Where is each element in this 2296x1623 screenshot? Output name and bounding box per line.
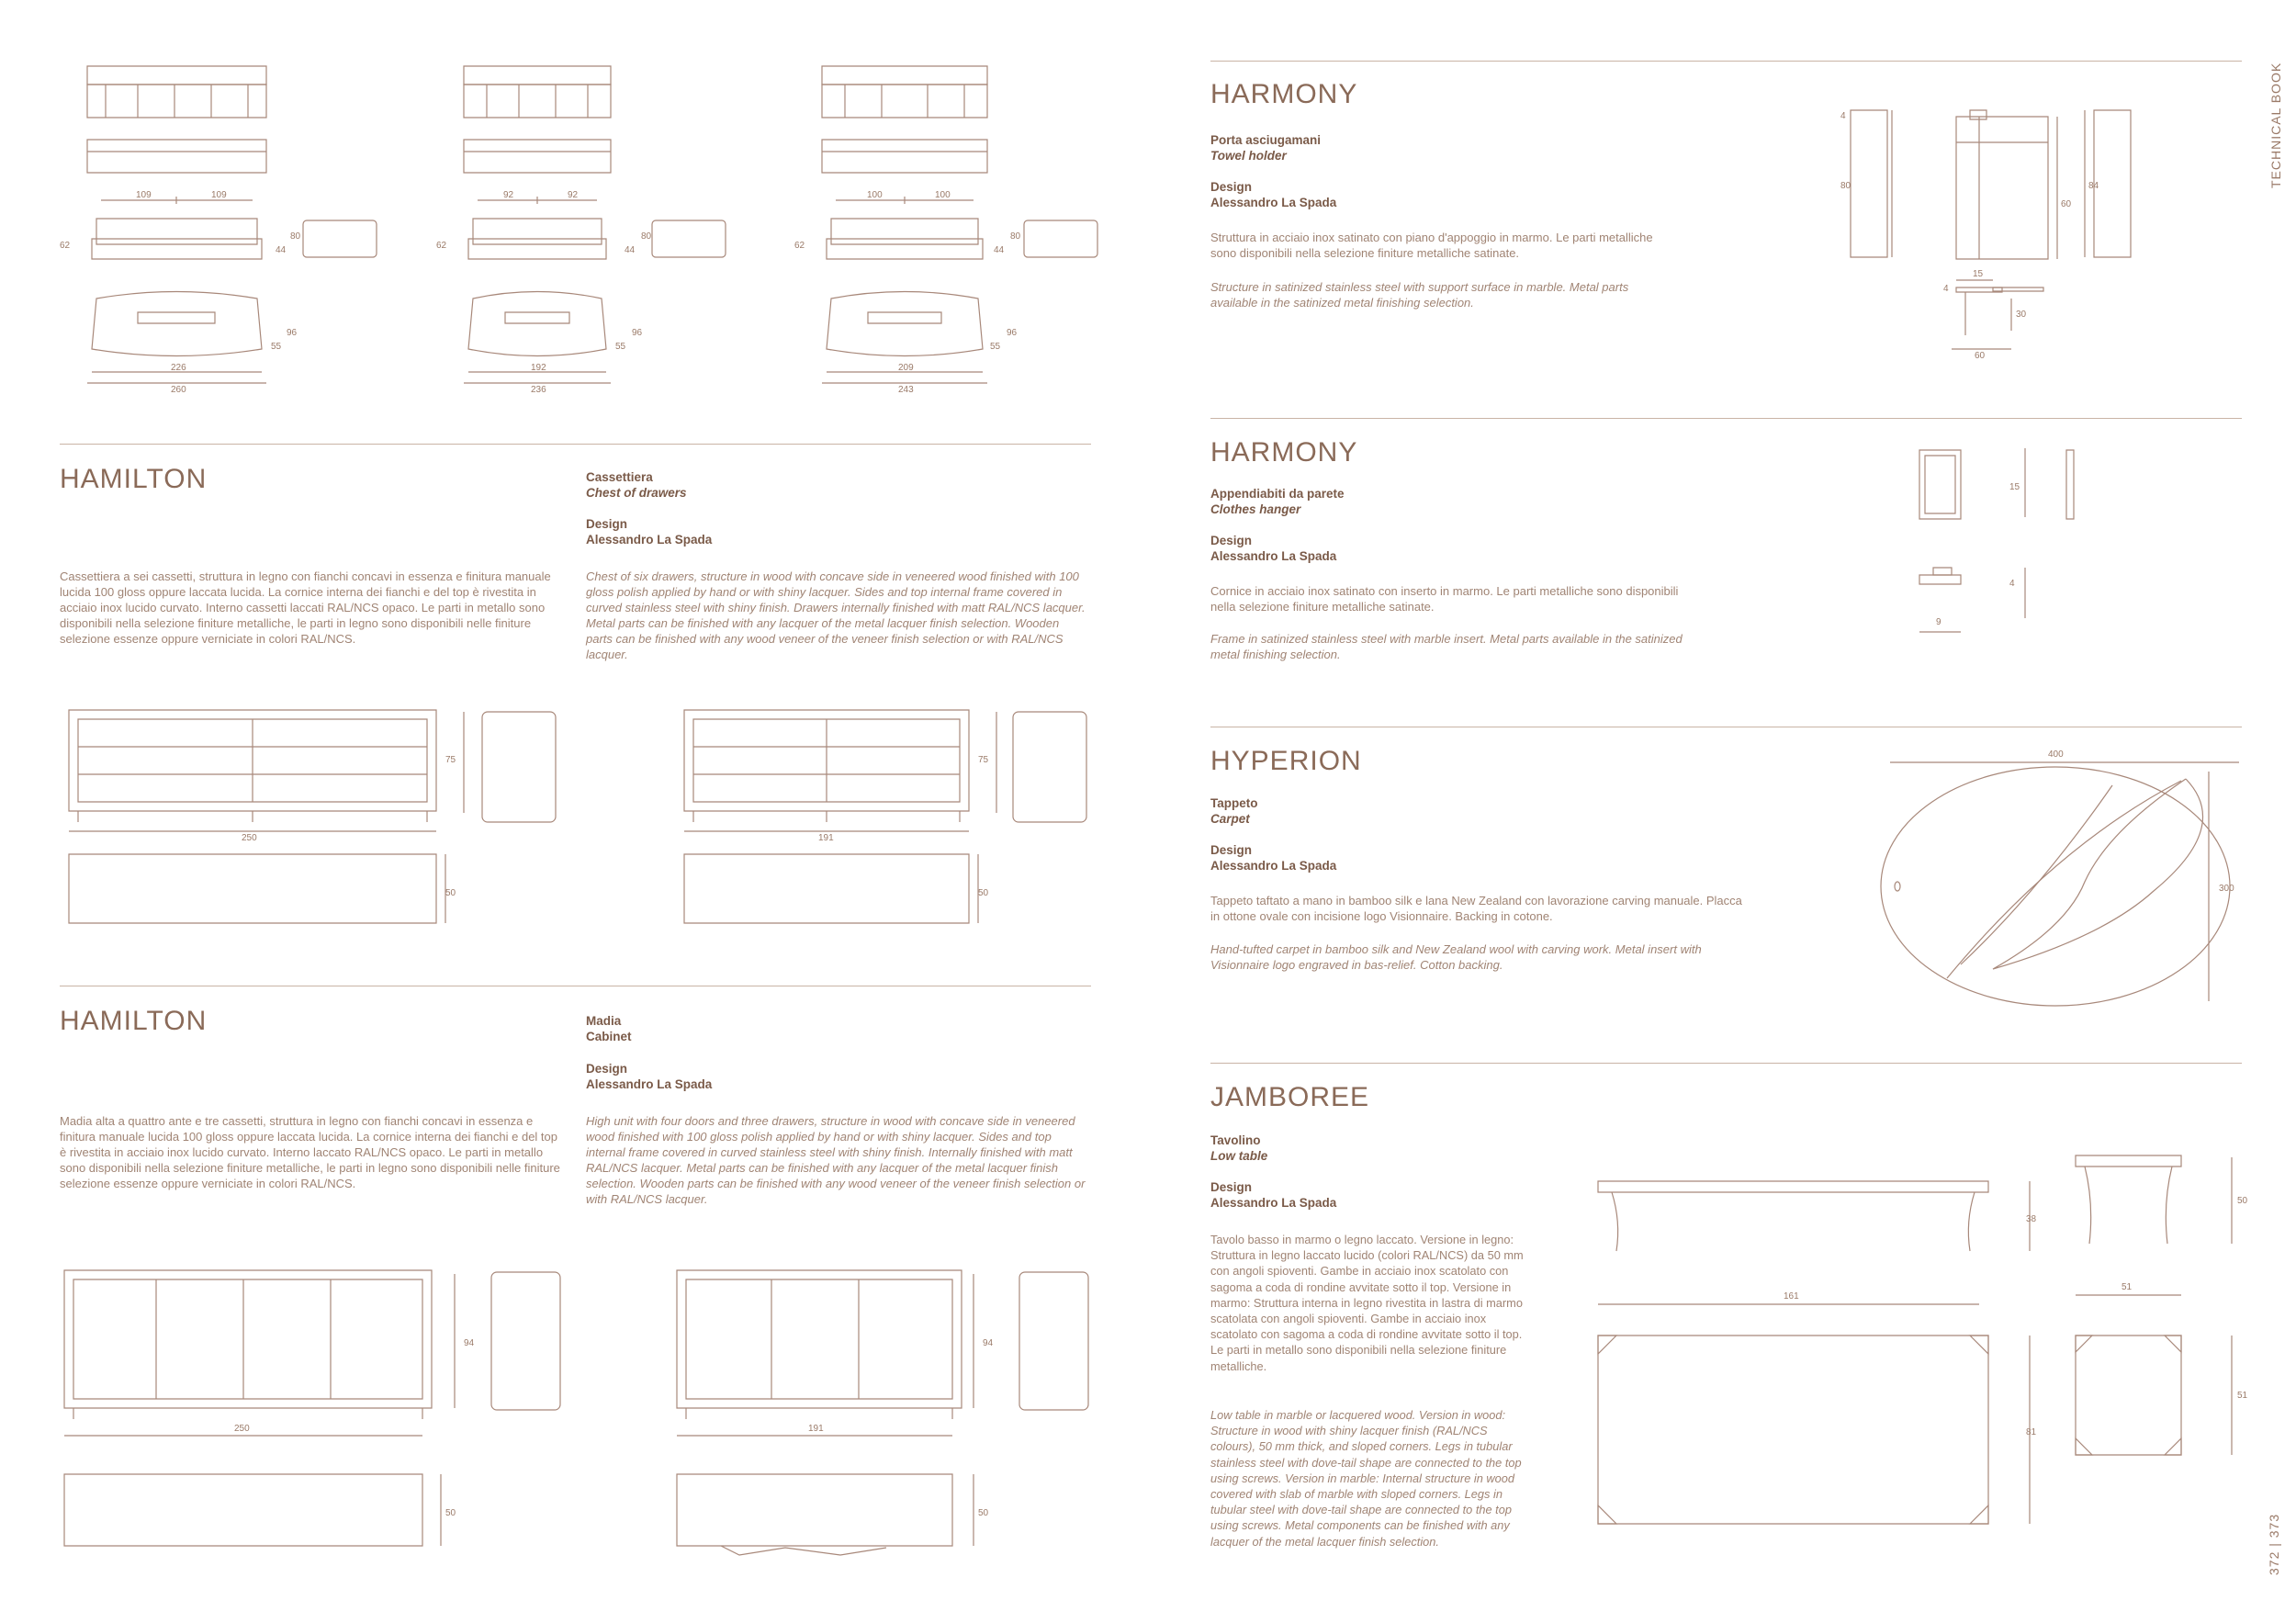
sofa3-total-a: 209 xyxy=(898,363,914,373)
harmony-towel-designer: Alessandro La Spada xyxy=(1210,196,1337,209)
hamilton-cabinet-desc-en: High unit with four doors and three drawers, structure in wood with concave side in veneered wood finished with 100 gloss polish applied by hand or with shiny lacquer. Sides and top internal frame covered in curved stainless steel with shiny finish. Internally finished with matt RAL/NCS lacquer. Metal parts can be finished with any lacquer of the metal lacquer finish selection. Wooden parts can be finished with any wood veneer of the veneer finish selection or with RAL/NCS lacquer. xyxy=(586,1114,1086,1206)
harmony-towel-design xyxy=(1210,179,1336,210)
cabinet-dim-depth-a: 50 xyxy=(445,1508,456,1518)
sofa1-total-a: 226 xyxy=(171,363,186,373)
towel-dim-g: 30 xyxy=(2016,310,2027,320)
towel-dim-f: 4 xyxy=(1943,284,1949,294)
hamilton-cabinet-title: HAMILTON xyxy=(60,1006,208,1036)
harmony-towel-type xyxy=(1210,132,1321,163)
towel-dim-a: 4 xyxy=(1840,111,1846,121)
hyperion-type-it: Tappeto xyxy=(1210,796,1258,810)
jamboree-dim-depth: 81 xyxy=(2026,1427,2037,1437)
harmony-hanger-design-label: Design xyxy=(1210,534,1253,547)
hamilton-drawers-type xyxy=(586,469,687,501)
jamboree-desc-en: Low table in marble or lacquered wood. Version in wood: Structure in wood with shiny lacquer finish (RAL/NCS colours), 50 mm thick, and sloped corners. Legs in tubular stainless steel with dove-tail shape are connected to the top using screws. Version in marble: Internal structure in wood covered with slab of marble with sloped corners. Legs in tubular steel with dove-tail shape are connected to the top using screws. Metal components can be finished with any lacquer of the metal lacquer finish selection. xyxy=(1210,1408,1522,1549)
sofa3-depth-a: 55 xyxy=(990,342,1001,352)
jamboree-type xyxy=(1210,1133,1267,1164)
hamilton-cabinet-type xyxy=(586,1013,632,1044)
sofa2-width-b: 92 xyxy=(568,190,579,200)
sofa1-depth-a: 55 xyxy=(271,342,282,352)
harmony-towel-drawing xyxy=(1837,96,2140,363)
cabinet-dim-depth-b: 50 xyxy=(978,1508,989,1518)
harmony-towel-design-label: Design xyxy=(1210,180,1253,194)
sofa1-total-b: 260 xyxy=(171,385,186,395)
hyperion-drawing xyxy=(1874,744,2234,1010)
sofa1-depth-b: 96 xyxy=(287,328,298,338)
rule-right-4 xyxy=(1210,1063,2242,1064)
rule-right-2 xyxy=(1210,418,2242,419)
sofa2-height-c: 44 xyxy=(625,245,636,255)
hamilton-drawers-type-it: Cassettiera xyxy=(586,470,653,484)
hanger-dim-width: 9 xyxy=(1936,617,1941,627)
jamboree-title: JAMBOREE xyxy=(1210,1082,1370,1112)
jamboree-designer: Alessandro La Spada xyxy=(1210,1196,1337,1210)
harmony-hanger-type-it: Appendiabiti da parete xyxy=(1210,487,1345,501)
towel-dim-c: 60 xyxy=(2061,199,2072,209)
sofa2-width-a: 92 xyxy=(503,190,514,200)
drawers-dim-depth-b: 50 xyxy=(978,888,989,898)
sofa3-width-b: 100 xyxy=(935,190,951,200)
hamilton-cabinet-desc-it: Madia alta a quattro ante e tre cassetti, struttura in legno con fianchi concavi in essenza e finitura manuale lucida 100 gloss oppure laccata lucida. La cornice interna dei fianchi e del top è rivestita in acciaio inox lucido curvato. Interno laccato RAL/NCS opaco. Le parti in metallo sono disponibili nella selezione finiture metalliche, le parti in legno sono disponibili nelle finiture selezione essenze oppure verniciate in colori RAL/NCS. xyxy=(60,1114,560,1190)
sofa3-total-b: 243 xyxy=(898,385,914,395)
hamilton-cabinet-type-en: Cabinet xyxy=(586,1030,632,1043)
harmony-towel-type-en: Towel holder xyxy=(1210,149,1287,163)
hyperion-type-en: Carpet xyxy=(1210,812,1250,826)
jamboree-dim-height-a: 38 xyxy=(2026,1214,2037,1224)
sofa2-depth-b: 96 xyxy=(632,328,643,338)
hamilton-cabinet-type-it: Madia xyxy=(586,1014,622,1028)
sofa3-height-a: 62 xyxy=(794,241,805,251)
sofa-drawing-1 xyxy=(55,55,358,395)
jamboree-dim-width-a: 51 xyxy=(2122,1282,2133,1292)
drawers-dim-height-a: 75 xyxy=(445,755,456,765)
sofa3-height-c: 44 xyxy=(994,245,1005,255)
sofa-drawing-2 xyxy=(432,55,735,395)
jamboree-design-label: Design xyxy=(1210,1180,1253,1194)
jamboree-dim-height-b: 50 xyxy=(2237,1196,2248,1206)
sofa1-width-a: 109 xyxy=(136,190,152,200)
hamilton-drawers-desc-it: Cassettiera a sei cassetti, struttura in legno con fianchi concavi in essenza e finitura manuale lucida 100 gloss oppure laccata lucida. La cornice interna dei fianchi e del top è rivestita in acciaio inox lucido curvato. Interno cassetti laccati RAL/NCS opaco. Le parti in metallo sono disponibili nella selezione finiture metalliche, le parti in legno sono disponibili nelle finiture selezione essenze oppure verniciate in colori RAL/NCS. xyxy=(60,569,551,646)
harmony-hanger-desc-en: Frame in satinized stainless steel with marble insert. Metal parts available in the satinized metal finishing selection. xyxy=(1210,632,1683,661)
hanger-dim-depth: 4 xyxy=(2009,579,2015,589)
towel-dim-h: 60 xyxy=(1975,351,1986,361)
hamilton-drawers-designer: Alessandro La Spada xyxy=(586,533,713,547)
cabinet-dim-width-a: 250 xyxy=(234,1424,250,1434)
harmony-hanger-title: HARMONY xyxy=(1210,437,1358,468)
sofa2-height-b: 80 xyxy=(641,231,652,242)
hyperion-design xyxy=(1210,842,1336,873)
sofa3-depth-b: 96 xyxy=(1007,328,1018,338)
cabinet-dim-height-a: 94 xyxy=(464,1338,475,1348)
hyperion-type xyxy=(1210,795,1258,827)
hamilton-drawers-design xyxy=(586,516,712,547)
hamilton-drawers-drawing xyxy=(60,703,1097,932)
harmony-hanger-type-en: Clothes hanger xyxy=(1210,502,1301,516)
technical-book-tag: TECHNICAL BOOK xyxy=(2268,62,2283,188)
hamilton-cabinet-design-label: Design xyxy=(586,1062,628,1076)
harmony-towel-desc-it: Struttura in acciaio inox satinato con piano d'appoggio in marmo. Le parti metalliche sono disponibili nella selezione finiture metalliche satinate. xyxy=(1210,231,1653,260)
drawers-dim-width-b: 191 xyxy=(818,833,834,843)
towel-dim-e: 15 xyxy=(1973,269,1984,279)
cabinet-dim-height-b: 94 xyxy=(983,1338,994,1348)
sofa1-width-b: 109 xyxy=(211,190,227,200)
jamboree-design xyxy=(1210,1179,1336,1211)
harmony-towel-desc-en: Structure in satinized stainless steel with support surface in marble. Metal parts available in the satinized metal finishing selection. xyxy=(1210,280,1629,310)
sofa1-height-c: 44 xyxy=(276,245,287,255)
hamilton-cabinet-designer: Alessandro La Spada xyxy=(586,1077,713,1091)
hyperion-desc-en: Hand-tufted carpet in bamboo silk and New Zealand wool with carving work. Metal insert with Visionnaire logo engraved in bas-relief. Cotton backing. xyxy=(1210,942,1702,972)
hyperion-title: HYPERION xyxy=(1210,746,1362,776)
hanger-dim-height: 15 xyxy=(2009,482,2020,492)
sofa3-height-b: 80 xyxy=(1010,231,1021,242)
hamilton-drawers-title: HAMILTON xyxy=(60,464,208,494)
jamboree-dim-width-b: 51 xyxy=(2237,1391,2248,1401)
sofa2-height-a: 62 xyxy=(436,241,447,251)
cabinet-dim-width-b: 191 xyxy=(808,1424,824,1434)
hamilton-cabinet-design xyxy=(586,1061,712,1092)
sofa-drawing-3 xyxy=(790,55,1093,395)
sofa1-height-a: 62 xyxy=(60,241,71,251)
drawers-dim-height-b: 75 xyxy=(978,755,989,765)
hamilton-drawers-desc-en: Chest of six drawers, structure in wood with concave side in veneered wood finished with 100 gloss polish applied by hand or with shiny lacquer. Sides and top internal frame covered in curved stainless steel with shiny finish. Drawers internally finished with matt RAL/NCS lacquer. Metal parts can be finished with any lacquer of the metal lacquer finish selection. Wooden parts can be finished with any wood veneer of the veneer finish selection or with RAL/NCS lacquer. xyxy=(586,569,1086,661)
hyperion-design-label: Design xyxy=(1210,843,1253,857)
harmony-hanger-desc-it: Cornice in acciaio inox satinato con inserto in marmo. Le parti metalliche sono disponibili nella selezione finiture metalliche satinate. xyxy=(1210,584,1679,614)
towel-dim-b: 80 xyxy=(1840,181,1851,191)
towel-dim-d: 84 xyxy=(2088,181,2099,191)
hyperion-dim-width: 300 xyxy=(2219,884,2234,894)
sofa2-total-a: 192 xyxy=(531,363,546,373)
sofa2-total-b: 236 xyxy=(531,385,546,395)
rule-right-1 xyxy=(1210,61,2242,62)
jamboree-type-en: Low table xyxy=(1210,1149,1268,1163)
sofa2-depth-a: 55 xyxy=(615,342,626,352)
hyperion-dim-length: 400 xyxy=(2048,750,2064,760)
hyperion-designer: Alessandro La Spada xyxy=(1210,859,1337,873)
jamboree-dim-length: 161 xyxy=(1784,1291,1799,1302)
jamboree-drawing xyxy=(1589,1148,2248,1534)
harmony-towel-type-it: Porta asciugamani xyxy=(1210,133,1322,147)
hamilton-drawers-type-en: Chest of drawers xyxy=(586,486,687,500)
drawers-dim-width-a: 250 xyxy=(242,833,257,843)
harmony-hanger-designer: Alessandro La Spada xyxy=(1210,549,1337,563)
harmony-hanger-type xyxy=(1210,486,1345,517)
sofa1-height-b: 80 xyxy=(290,231,301,242)
harmony-hanger-drawing xyxy=(1910,439,2112,650)
page-numbers: 372 | 373 xyxy=(2267,1513,2281,1575)
rule-left-1 xyxy=(60,444,1091,445)
hamilton-cabinet-drawing xyxy=(60,1263,1097,1566)
jamboree-type-it: Tavolino xyxy=(1210,1133,1261,1147)
drawers-dim-depth-a: 50 xyxy=(445,888,456,898)
harmony-towel-title: HARMONY xyxy=(1210,79,1358,109)
sofa3-width-a: 100 xyxy=(867,190,883,200)
hyperion-desc-it: Tappeto taftato a mano in bamboo silk e lana New Zealand con lavorazione carving manuale. Placca in ottone ovale con incisione logo Visionnaire. Backing in cotone. xyxy=(1210,894,1742,923)
jamboree-desc-it: Tavolo basso in marmo o legno laccato. Versione in legno: Struttura in legno laccato lucido (colori RAL/NCS) da 50 mm con angoli spioventi. Gambe in acciaio inox scatolato con sagoma a coda di rondine avvitate sotto il top. Versione in marmo: Struttura interna in legno rivestita in lastra di marmo scatolata con angoli spioventi. Gambe in acciaio inox scatolato con sagoma a coda di rondine avvitate sotto il top. Le parti in metallo sono disponibili nella selezione finiture metalliche. xyxy=(1210,1233,1524,1373)
hamilton-drawers-design-label: Design xyxy=(586,517,628,531)
harmony-hanger-design xyxy=(1210,533,1336,564)
